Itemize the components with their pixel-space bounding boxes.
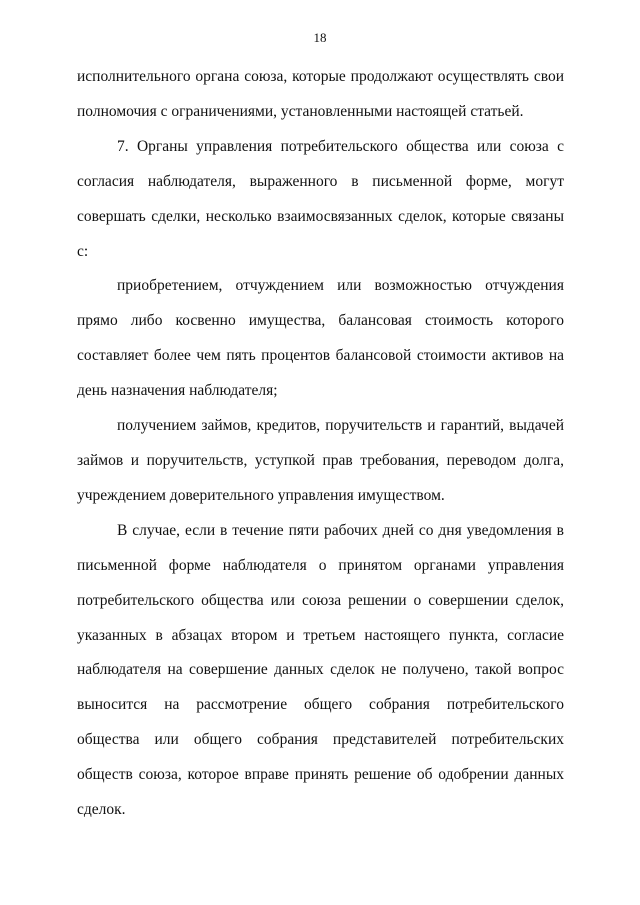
document-body: [77, 60, 564, 828]
paragraph-property-acquisition: приобретением, отчуждением или возможностью отчуждения прямо либо косвенно имущества, балансовая стоимость которого составляет более чем пять процентов балансовой стоимости активов на день назначения наблюдателя;: [77, 277, 564, 400]
paragraph-item-7: 7. Органы управления потребительского общества или союза с согласия наблюдателя, выраженного в письменной форме, могут совершать сделки, несколько взаимосвязанных сделок, которые связаны с:: [77, 137, 564, 260]
paragraph-approval-procedure: В случае, если в течение пяти рабочих дней со дня уведомления в письменной форме наблюдателя о принятом органами управления потребительского общества или союза решении о совершении сделок, указанных в абзацах втором и третьем настоящего пункта, согласие наблюдателя на совершение данных сделок не получено, такой вопрос выносится на рассмотрение общего собрания потребительского общества или общего собрания представителей потребительских обществ союза, которое вправе принять решение об одобрении данных сделок.: [77, 521, 564, 819]
page-number: 18: [313, 30, 327, 45]
paragraph-loans-guarantees: получением займов, кредитов, поручительств и гарантий, выдачей займов и поручительств, уступкой прав требования, переводом долга, учреждением доверительного управления имуществом.: [77, 417, 564, 504]
paragraph-continuation: исполнительного органа союза, которые продолжают осуществлять свои полномочия с ограничениями, установленными настоящей статьей.: [77, 68, 564, 120]
